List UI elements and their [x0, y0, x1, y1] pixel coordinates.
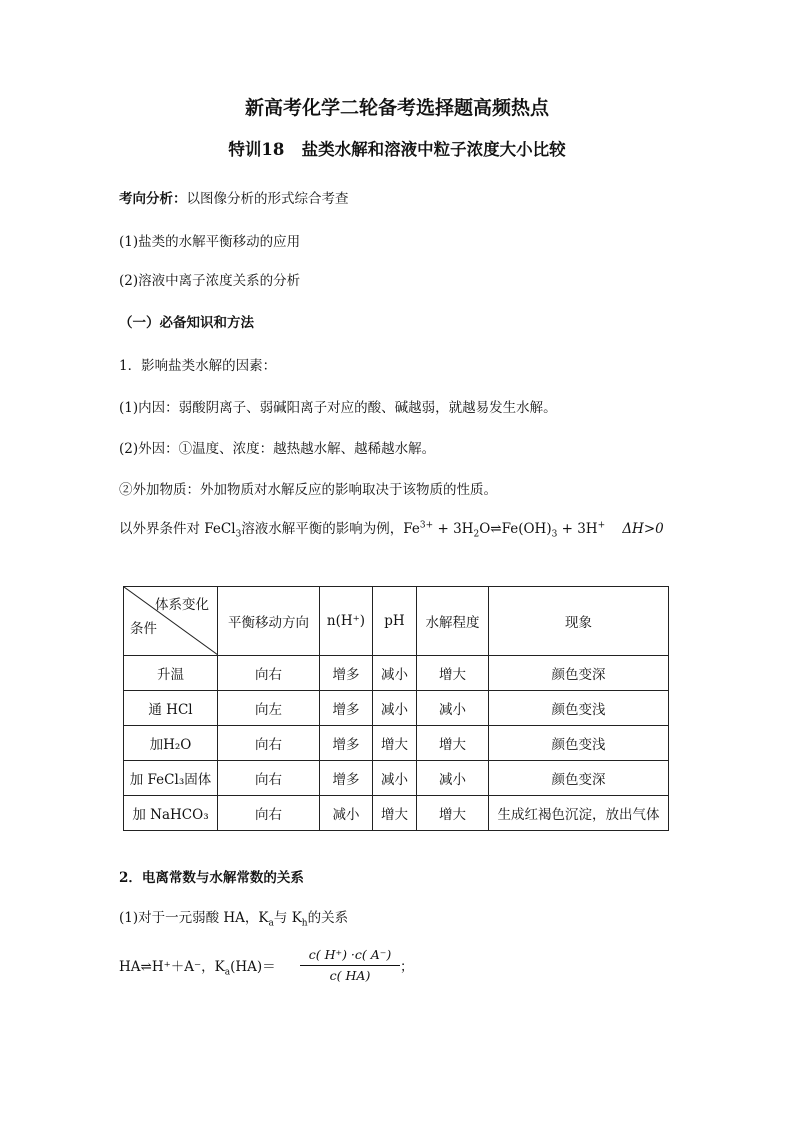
- table-cell: 颜色变深: [489, 761, 669, 796]
- table-cell: 减小: [417, 691, 489, 726]
- example-eq: + 3H: [433, 521, 474, 537]
- fraction-denominator: c( HA): [329, 968, 371, 983]
- table-header-cell: 水解程度: [417, 587, 489, 656]
- table-cell: 增大: [417, 796, 489, 831]
- eq-tail: ；: [400, 959, 414, 975]
- table-row: [124, 761, 669, 796]
- table-row: [124, 796, 669, 831]
- table-header-cell: 现象: [489, 587, 669, 656]
- eq-left: HA⇌H⁺＋A⁻，K: [119, 959, 225, 975]
- table-cell: 减小: [417, 761, 489, 796]
- table-cell: 增大: [417, 726, 489, 761]
- fraction-bar: [300, 965, 400, 966]
- example-eq4: + 3H: [557, 521, 598, 537]
- table-cell: 向右: [218, 726, 320, 761]
- table-cell: 增大: [373, 796, 417, 831]
- table-header-row: [124, 587, 669, 656]
- page-subtitle: [0, 139, 794, 161]
- ka-equation: [119, 958, 276, 976]
- table-header-cell: pH: [373, 587, 417, 656]
- table-cell: 向右: [218, 656, 320, 691]
- diagonal-header-cell: [124, 587, 218, 656]
- item-2-sub-text: (1)对于一元弱酸 HA，K: [119, 910, 269, 926]
- table-cell: 增多: [320, 691, 373, 726]
- example-line: 以外界条件对 FeCl$_3$溶液水解平衡的影响为例，$Fe^{3+}$ + $3H_2O\rightleftharpoons Fe(OH)_3 + 3H^+$ ΔH>0: [119, 520, 664, 540]
- table-cell: 加H₂O: [124, 726, 218, 761]
- example-eq3: Fe(OH): [501, 521, 552, 537]
- item-2-heading: 2．电离常数与水解常数的关系: [119, 870, 304, 886]
- table-cell: 减小: [320, 796, 373, 831]
- page-title: 新高考化学二轮备考选择题高频热点: [244, 97, 549, 119]
- table-cell: 加 FeCl₃固体: [124, 761, 218, 796]
- fraction-numerator: c( H⁺) ·c( A⁻): [308, 947, 392, 962]
- analysis-label: 考向分析：: [119, 191, 187, 207]
- analysis-text: 以图像分析的形式综合考查: [186, 191, 349, 207]
- point-2: (2)溶液中离子浓度关系的分析: [119, 273, 301, 289]
- item-1-heading: 1．影响盐类水解的因素：: [119, 358, 277, 374]
- table-cell: 减小: [373, 691, 417, 726]
- table-cell: 向左: [218, 691, 320, 726]
- analysis-line: [119, 190, 349, 208]
- enthalpy-change: ΔH>0: [622, 521, 664, 537]
- table-row: [124, 726, 669, 761]
- example-intro: 以外界条件对 FeCl: [119, 521, 236, 537]
- table-cell: 颜色变浅: [489, 691, 669, 726]
- table-header-cell: 平衡移动方向: [218, 587, 320, 656]
- internal-factor: (1)内因：弱酸阴离子、弱碱阳离子对应的酸、碱越弱，就越易发生水解。: [119, 400, 557, 416]
- table-cell: 颜色变浅: [489, 726, 669, 761]
- hydrolysis-table: [123, 586, 669, 831]
- item-2-sub-mid: 与 K: [273, 910, 302, 926]
- ka-subscript: a: [268, 918, 274, 929]
- table-cell: 向右: [218, 761, 320, 796]
- table-cell: 增多: [320, 726, 373, 761]
- table-row: [124, 691, 669, 726]
- table-cell: 加 NaHCO₃: [124, 796, 218, 831]
- diag-top-label: 体系变化: [155, 597, 209, 613]
- table-cell: 增多: [320, 761, 373, 796]
- table-cell: 颜色变深: [489, 656, 669, 691]
- example-mid: 溶液水解平衡的影响为例，Fe: [241, 521, 420, 537]
- ka-fraction: [300, 946, 400, 985]
- item-2-sub: [119, 909, 348, 927]
- item-2-sub-end: 的关系: [307, 910, 349, 926]
- table-cell: 升温: [124, 656, 218, 691]
- table-cell: 增大: [373, 726, 417, 761]
- additive-factor: ②外加物质：外加物质对水解反应的影响取决于该物质的性质。: [119, 482, 497, 498]
- diag-bottom-label: 条件: [130, 621, 157, 637]
- eq-left-end: (HA)＝: [230, 959, 276, 975]
- section-heading: （一）必备知识和方法: [119, 315, 254, 331]
- eq-ka-subscript: a: [224, 967, 231, 978]
- point-1: (1)盐类的水解平衡移动的应用: [119, 234, 301, 250]
- kh-subscript: h: [301, 918, 308, 929]
- table-cell: 生成红褐色沉淀，放出气体: [489, 796, 669, 831]
- table-row: [124, 656, 669, 691]
- example-eq2: O: [479, 521, 491, 537]
- table-cell: 减小: [373, 761, 417, 796]
- external-factor: (2)外因：①温度、浓度：越热越水解、越稀越水解。: [119, 441, 436, 457]
- subtitle-text: 盐类水解和溶液中粒子浓度大小比较: [301, 140, 566, 159]
- table-cell: 增多: [320, 656, 373, 691]
- table-header-cell: n(H⁺): [320, 587, 373, 656]
- equilibrium-arrow-icon: ⇌: [490, 521, 502, 537]
- table-cell: 增大: [417, 656, 489, 691]
- table-cell: 向右: [218, 796, 320, 831]
- table-cell: 减小: [373, 656, 417, 691]
- subtitle-prefix: 特训18: [228, 140, 285, 159]
- table-cell: 通 HCl: [124, 691, 218, 726]
